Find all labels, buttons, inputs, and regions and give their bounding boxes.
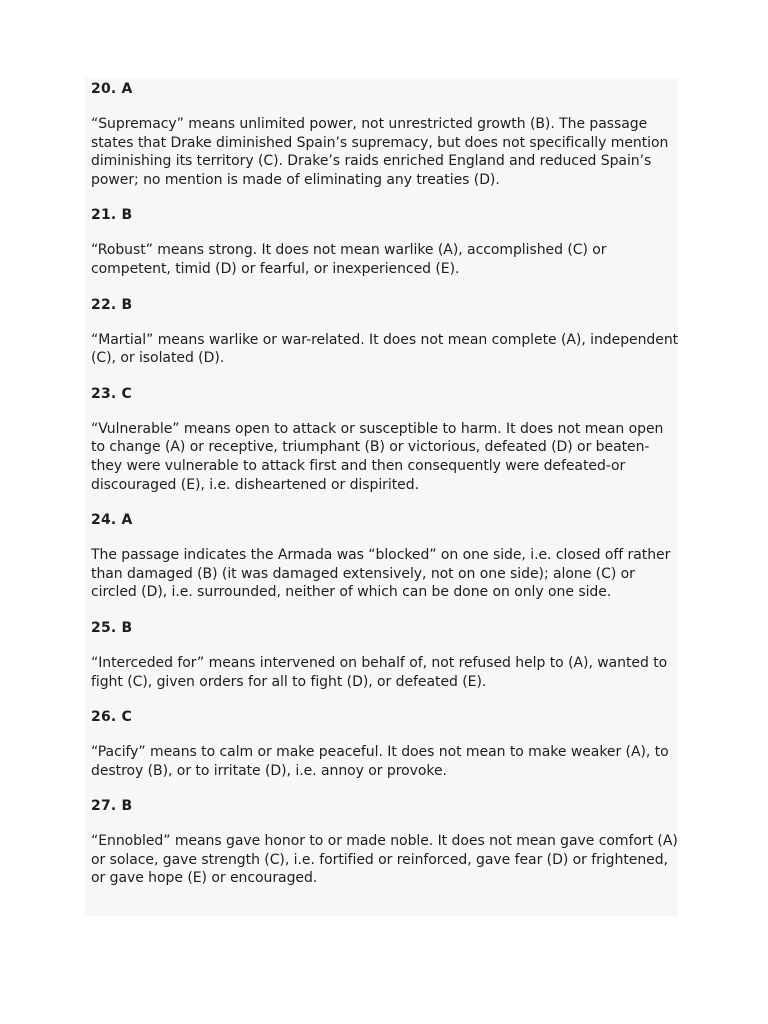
answer-label: 27. B bbox=[91, 798, 133, 815]
answer-label: 23. C bbox=[91, 385, 132, 402]
answer-explanation: “Vulnerable” means open to attack or susceptible to harm. It does not mean open to change (A) or receptive, triumphant (B) or victorious, defeated (D) or beaten- they were vulnerable to attack first and then consequently were defeated-or discouraged (E), i.e. disheartened or dispirited. bbox=[91, 420, 664, 493]
answer-22 bbox=[91, 296, 681, 368]
answer-label: 20. A bbox=[91, 81, 133, 97]
answer-label: 26. C bbox=[91, 709, 132, 726]
answer-key-document bbox=[91, 80, 681, 905]
answer-explanation: “Pacify” means to calm or make peaceful. It does not mean to make weaker (A), to destroy (B), or to irritate (D), i.e. annoy or provoke. bbox=[91, 744, 669, 779]
answer-explanation: “Supremacy” means unlimited power, not unrestricted growth (B). The passage states that Drake diminished Spain’s supremacy, but does not specifically mention diminishing its territory (C). Drake’s raids enriched England and reduced Spain’s power; no mention is made of eliminating any treaties (D). bbox=[91, 116, 669, 188]
answer-explanation: The passage indicates the Armada was “blocked” on one side, i.e. closed off rather than damaged (B) (it was damaged extensively, not on one side); alone (C) or circled (D), i.e. surrounded, neither of which can be done on only one side. bbox=[91, 547, 671, 601]
answer-24 bbox=[91, 511, 681, 602]
answer-label: 22. B bbox=[91, 296, 133, 313]
answer-23 bbox=[91, 385, 681, 494]
answer-21 bbox=[91, 206, 681, 278]
answer-20 bbox=[91, 80, 681, 189]
answer-26 bbox=[91, 708, 681, 780]
answer-explanation: “Martial” means warlike or war-related. It does not mean complete (A), independent (C), or isolated (D). bbox=[91, 331, 679, 367]
answer-25 bbox=[91, 619, 681, 691]
answer-explanation: “Ennobled” means gave honor to or made noble. It does not mean gave comfort (A) or solace, gave strength (C), i.e. fortified or reinforced, gave fear (D) or frightened, or gave hope (E) or encouraged. bbox=[91, 833, 678, 887]
answer-label: 24. A bbox=[91, 512, 133, 529]
answer-explanation: “Robust” means strong. It does not mean warlike (A), accomplished (C) or competent, timid (D) or fearful, or inexperienced (E). bbox=[91, 242, 607, 277]
answer-27 bbox=[91, 797, 681, 888]
answer-explanation: “Interceded for” means intervened on behalf of, not refused help to (A), wanted to fight (C), given orders for all to fight (D), or defeated (E). bbox=[91, 654, 668, 690]
answer-label: 25. B bbox=[91, 619, 133, 636]
answer-label: 21. B bbox=[91, 207, 133, 224]
